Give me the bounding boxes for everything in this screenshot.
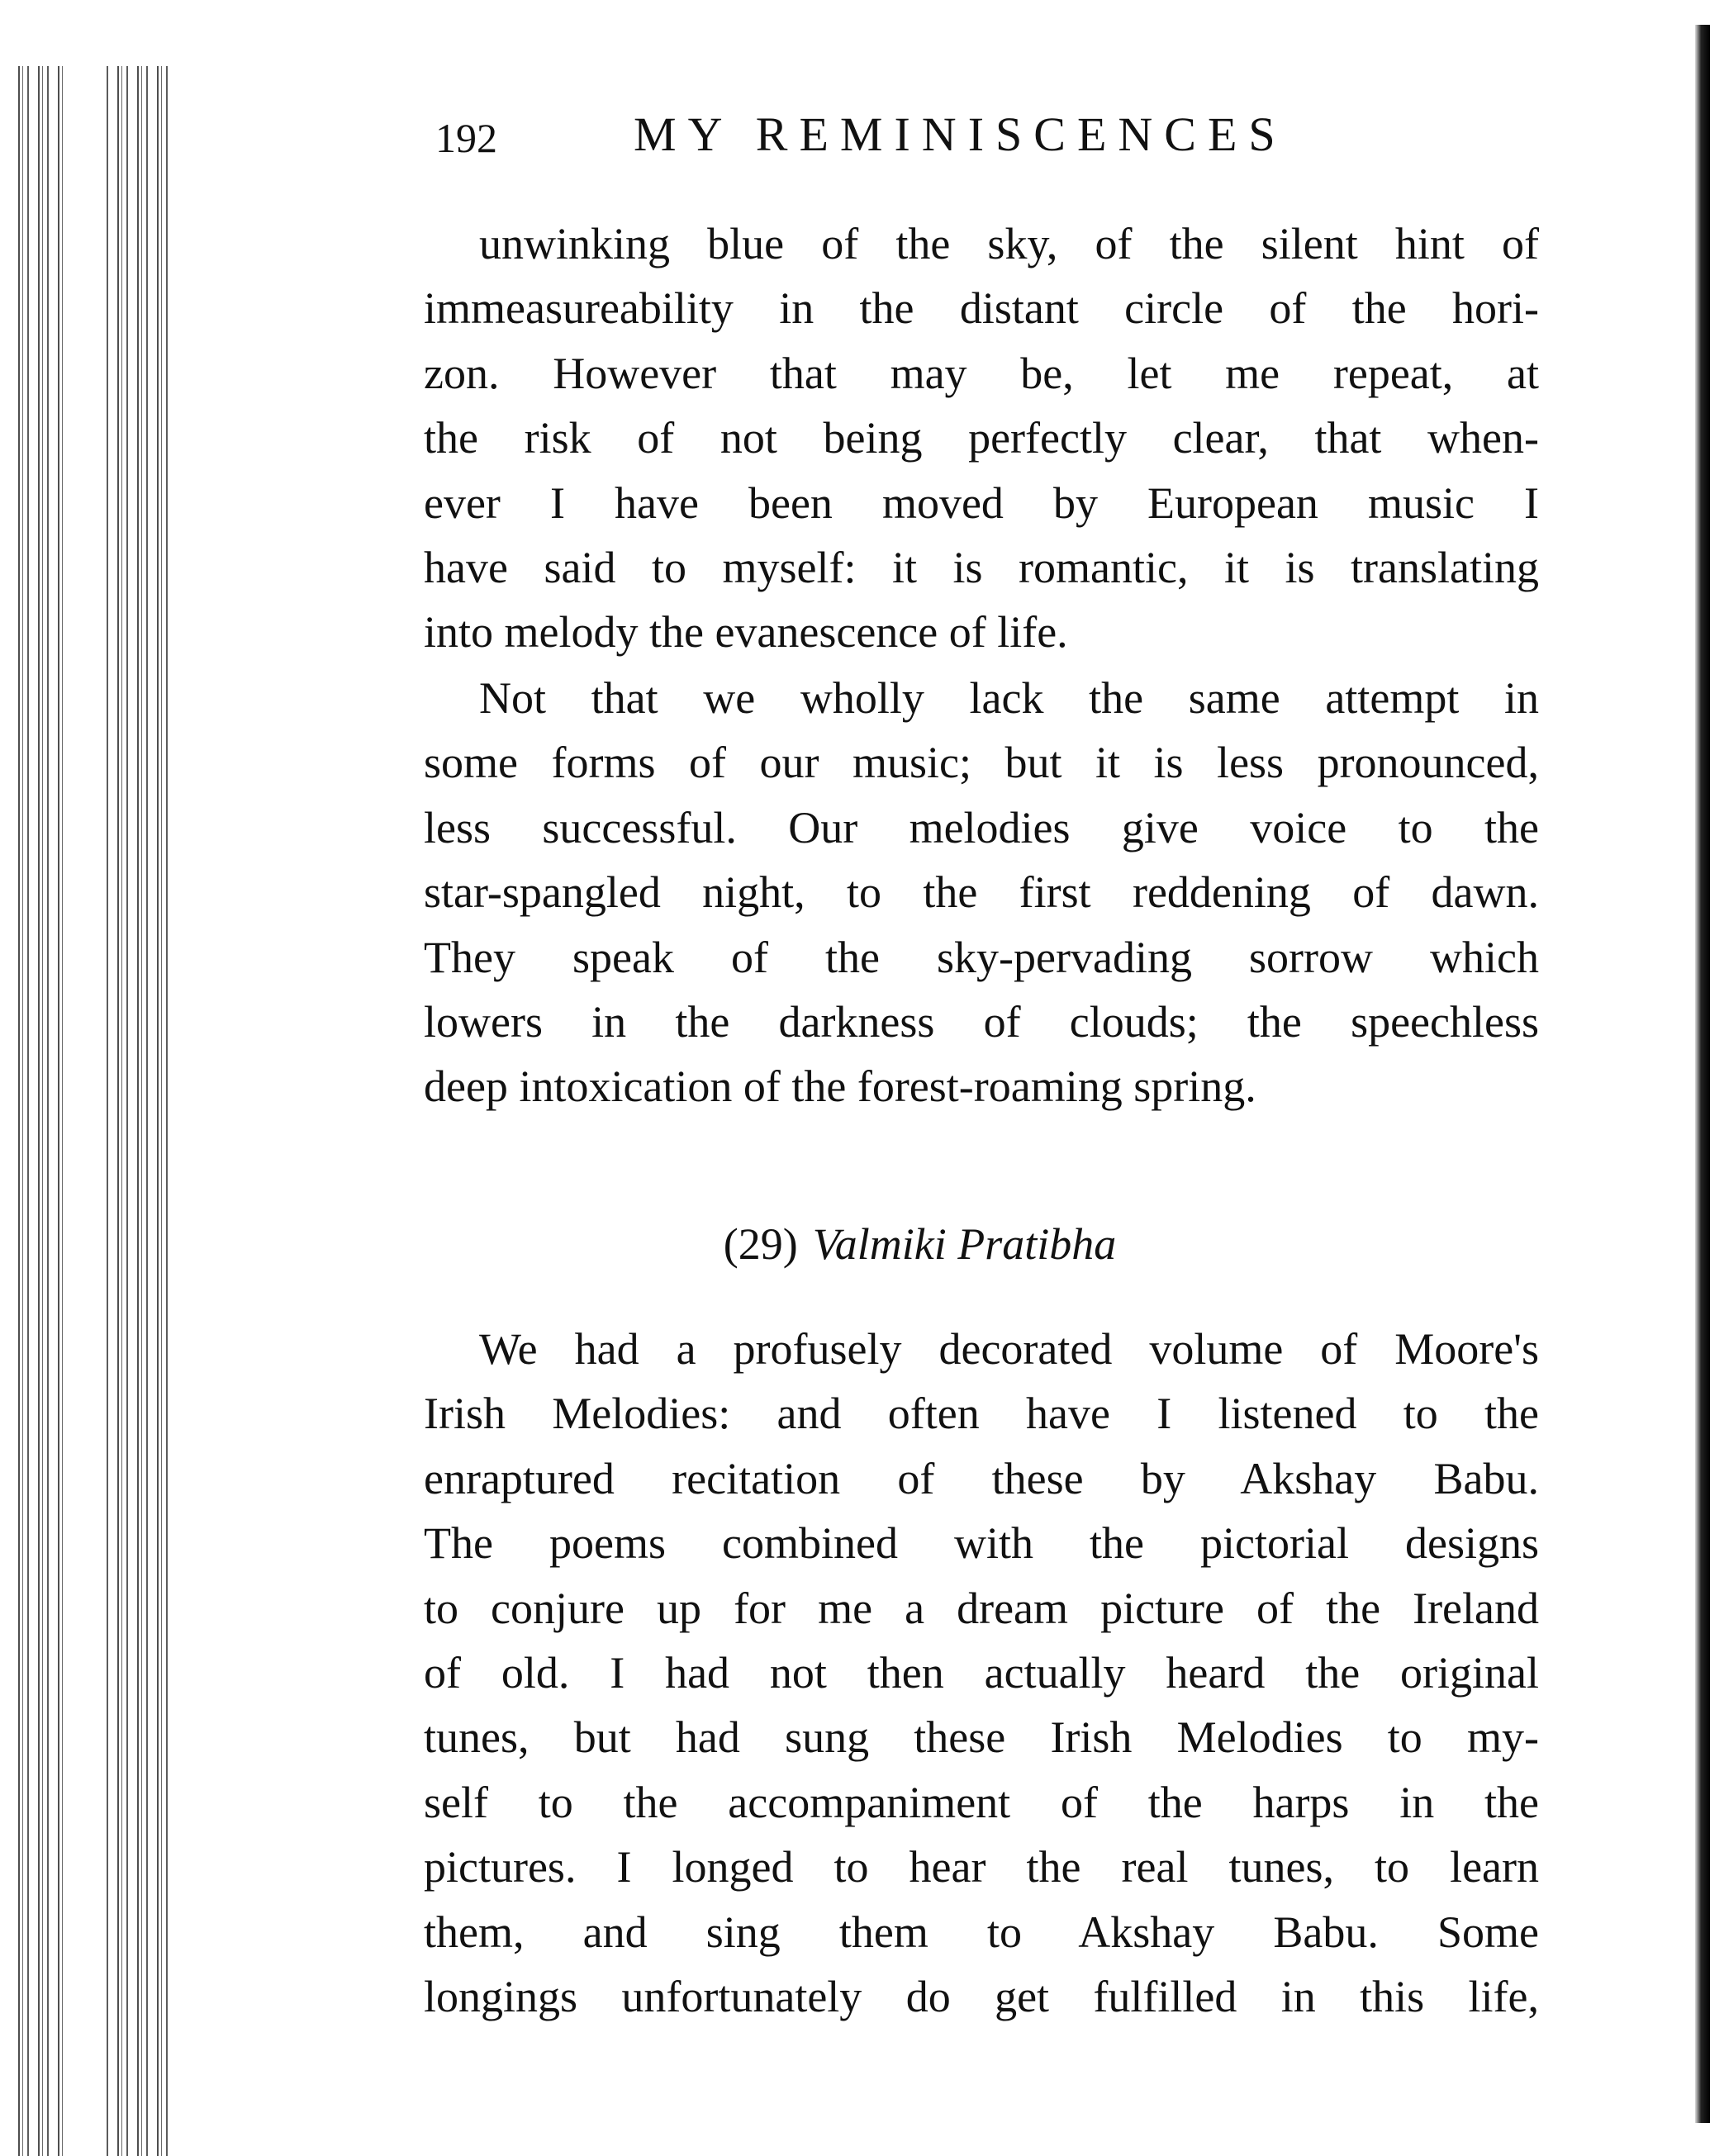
text-line: We had a profusely decorated volume of Moore's — [479, 1324, 1539, 1374]
text-line: into melody the evanescence of life. — [424, 607, 1068, 658]
page-number: 192 — [435, 115, 497, 161]
running-title: MY REMINISCENCES — [634, 107, 1287, 161]
text-line: have said to myself: it is romantic, it is translating — [424, 543, 1539, 592]
text-line: unwinking blue of the sky, of the silent hint of — [479, 219, 1539, 268]
text-line: less successful. Our melodies give voice to the — [424, 802, 1539, 852]
text-line: tunes, but had sung these Irish Melodies to my- — [424, 1712, 1539, 1763]
text-line: some forms of our music; but it is less pronounced, — [424, 738, 1539, 788]
section-heading — [0, 1212, 1724, 1276]
page-right-edge-shadow — [1695, 25, 1710, 2123]
text-line: immeasureability in the distant circle of the hori- — [424, 283, 1539, 334]
text-line: pictures. I longed to hear the real tunes, to learn — [424, 1842, 1539, 1892]
text-line: enraptured recitation of these by Akshay Babu. — [424, 1453, 1539, 1503]
text-line: self to the accompaniment of the harps in the — [424, 1777, 1539, 1827]
text-line: lowers in the darkness of clouds; the speechless — [424, 997, 1539, 1047]
text-line: of old. I had not then actually heard the original — [424, 1648, 1539, 1698]
text-line: Irish Melodies: and often have I listened to the — [424, 1389, 1539, 1439]
binding-gap — [66, 66, 103, 2156]
text-line: the risk of not being perfectly clear, that when- — [424, 413, 1539, 463]
text-line: deep intoxication of the forest-roaming spring. — [424, 1061, 1256, 1112]
text-line: star-spangled night, to the first reddening of dawn. — [424, 867, 1539, 918]
section-title: Valmiki Pratibha — [812, 1219, 1117, 1269]
text-line: Not that we wholly lack the same attempt in — [479, 673, 1539, 723]
text-line: to conjure up for me a dream picture of the Ireland — [424, 1583, 1539, 1633]
text-line: ever I have been moved by European music I — [424, 477, 1539, 528]
text-line: them, and sing them to Akshay Babu. Some — [424, 1907, 1539, 1957]
text-line: They speak of the sky-pervading sorrow which — [424, 932, 1539, 982]
text-line: longings unfortunately do get fulfilled in this life, — [424, 1972, 1539, 2021]
text-line: zon. However that may be, let me repeat, at — [424, 348, 1539, 398]
section-number: (29) — [723, 1219, 798, 1269]
text-line: The poems combined with the pictorial designs — [424, 1518, 1539, 1569]
